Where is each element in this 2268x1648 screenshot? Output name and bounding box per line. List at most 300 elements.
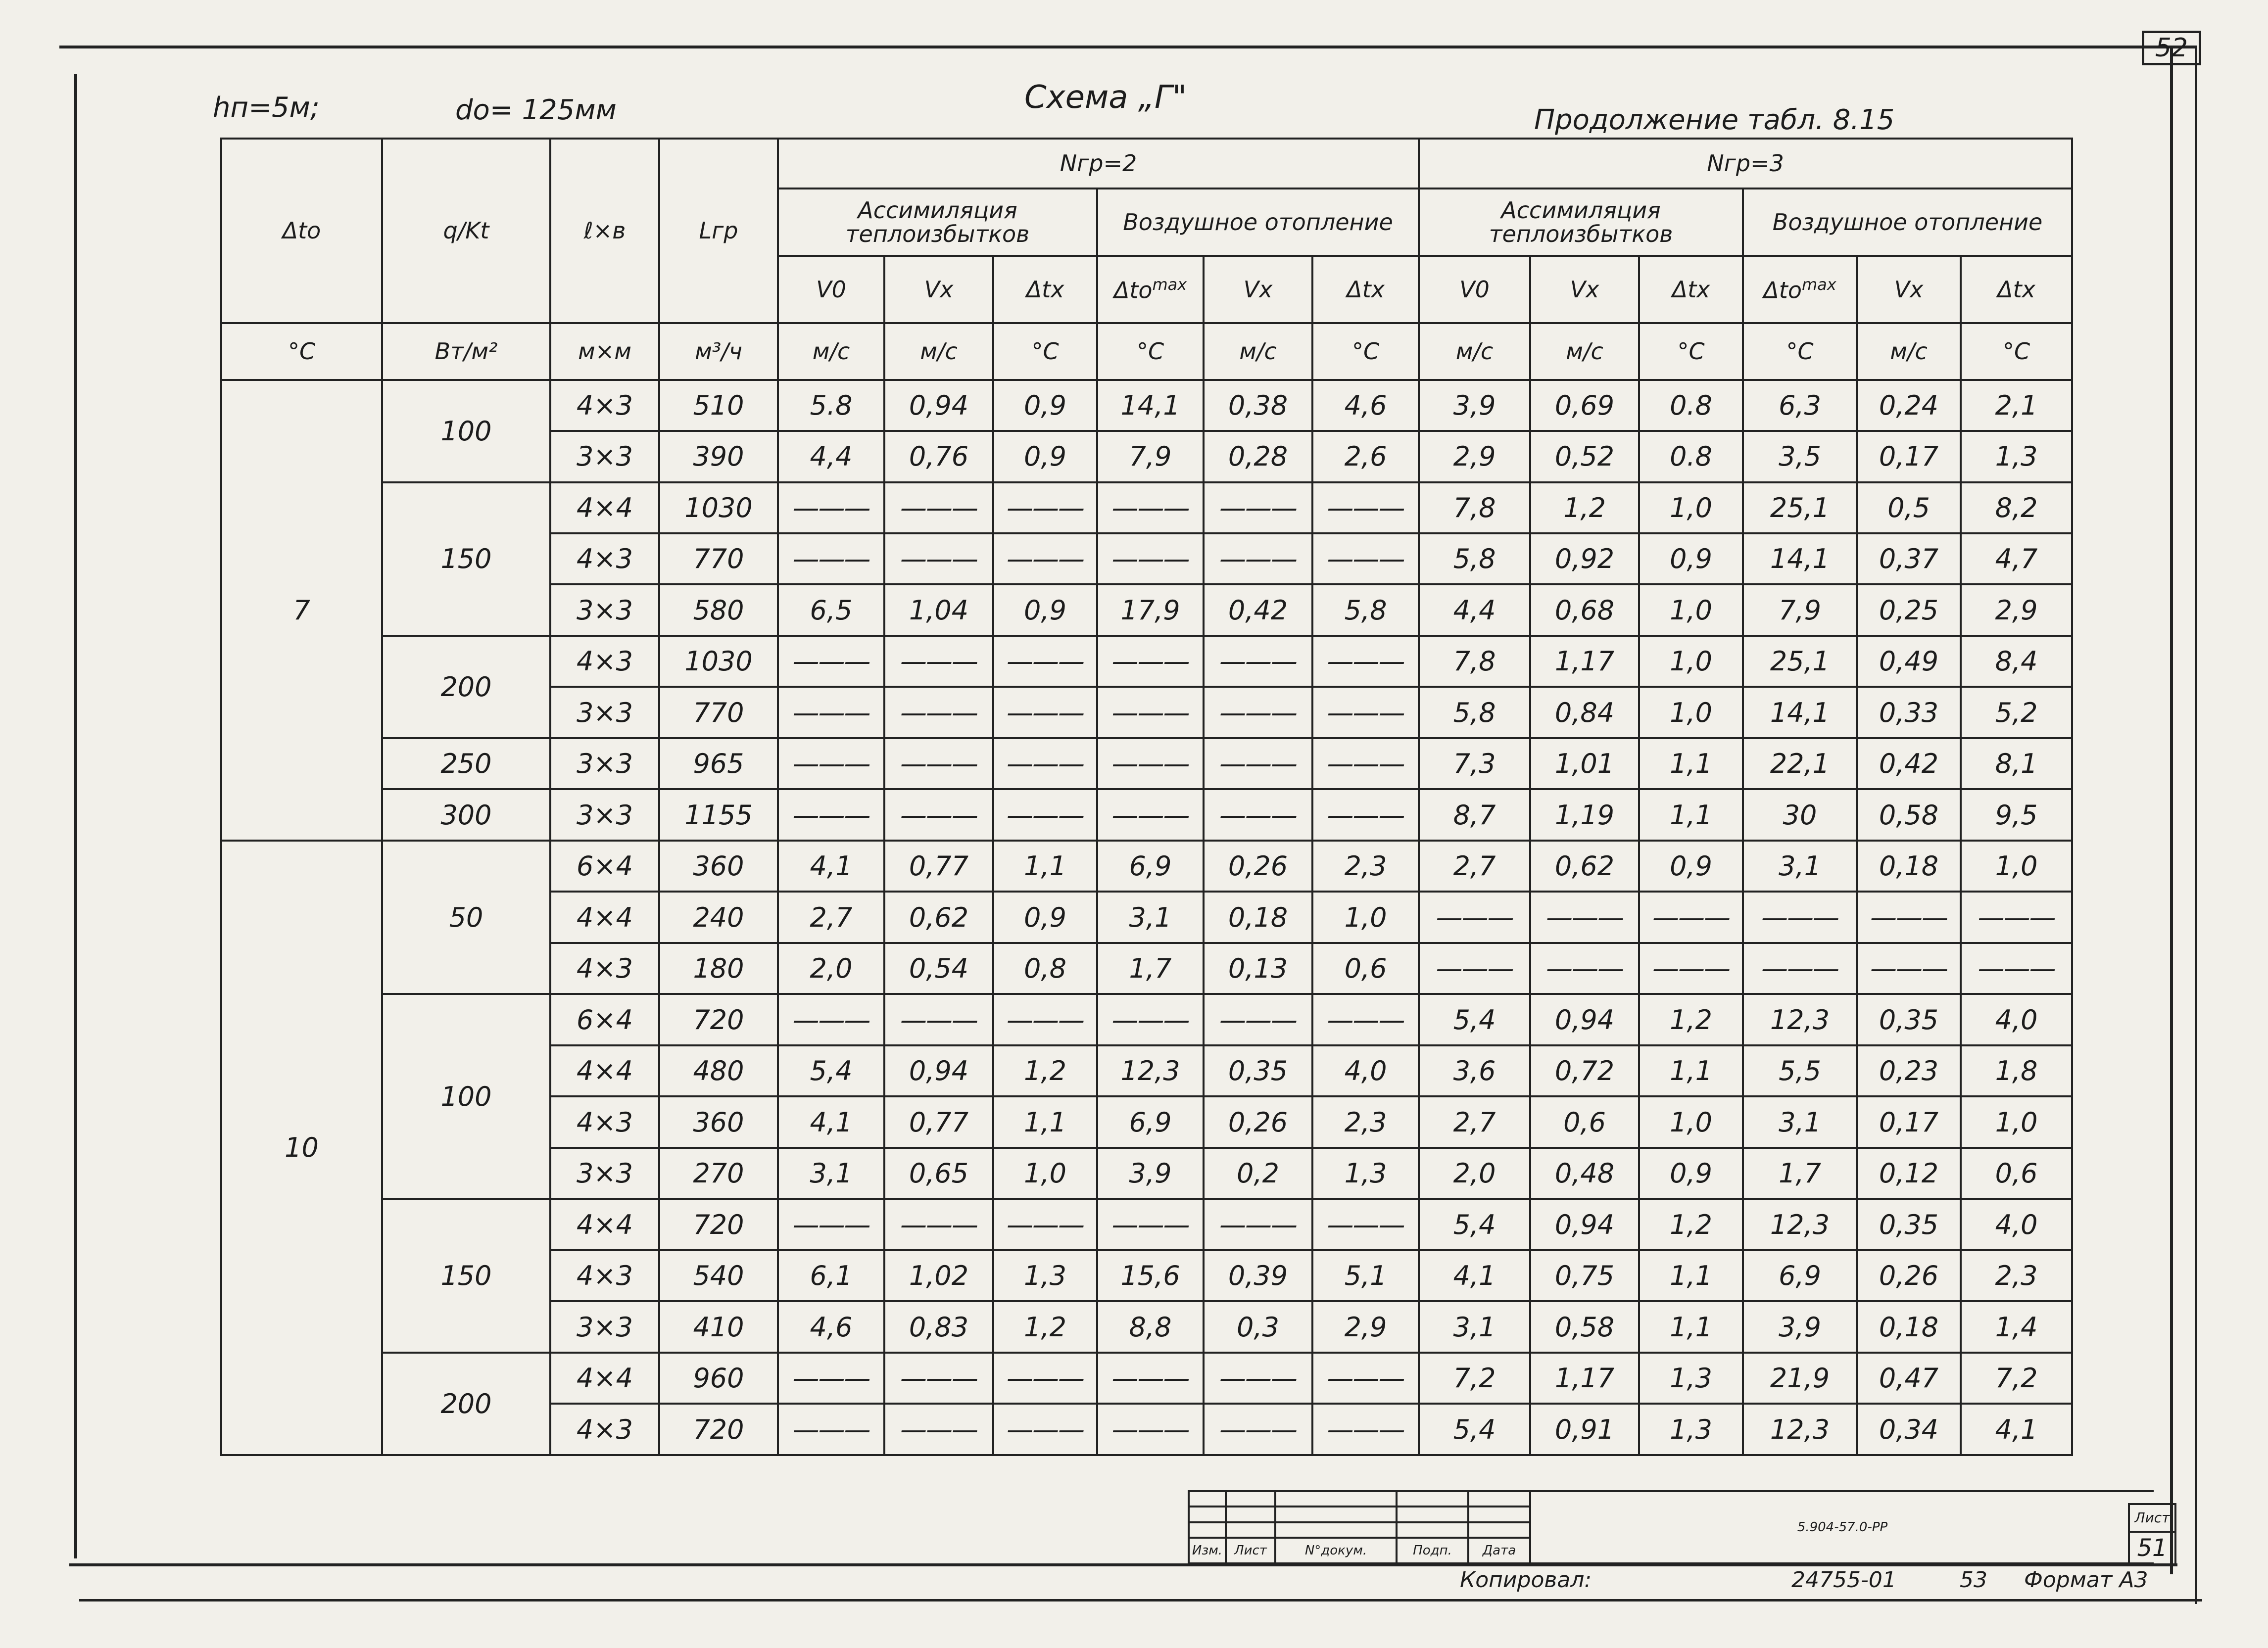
value-cell: ——— (778, 533, 884, 584)
value-cell: 1,2 (993, 1045, 1097, 1096)
value-cell: 2,9 (1961, 584, 2072, 635)
table-row (221, 841, 2072, 892)
value-cell: 2,0 (778, 943, 884, 994)
table-row (221, 1199, 2072, 1250)
value-cell: 4,0 (1312, 1045, 1419, 1096)
value-cell: ——— (1743, 943, 1857, 994)
unit-cell: °С (1743, 323, 1857, 380)
value-cell: ——— (993, 1199, 1097, 1250)
value-cell: ——— (1097, 636, 1204, 687)
value-cell: 3×3 (550, 687, 659, 738)
value-cell: ——— (1312, 636, 1419, 687)
value-cell: 0,9 (1639, 1148, 1743, 1199)
value-cell: 1,04 (884, 584, 993, 635)
value-cell: 30 (1743, 789, 1857, 840)
stamp-label: Лист (1226, 1538, 1275, 1563)
q-cell: 250 (382, 738, 550, 789)
value-cell: 5,4 (1419, 994, 1530, 1045)
value-cell: 720 (659, 1404, 778, 1455)
value-cell: 0,9 (993, 431, 1097, 482)
value-cell: ——— (993, 738, 1097, 789)
title-block (1188, 1490, 2153, 1564)
unit-cell: м/с (1530, 323, 1639, 380)
value-cell: 1,3 (993, 1250, 1097, 1301)
value-cell: 21,9 (1743, 1353, 1857, 1404)
subheader-n3-dtx: Δtx (1961, 256, 2072, 323)
value-cell: ——— (884, 482, 993, 533)
dto-label: Δto (1763, 277, 1802, 304)
value-cell: 2,9 (1312, 1301, 1419, 1352)
value-cell: 14,1 (1743, 533, 1857, 584)
value-cell: 1,0 (1961, 841, 2072, 892)
value-cell: 0,91 (1530, 1404, 1639, 1455)
value-cell: 0,35 (1204, 1045, 1312, 1096)
col-q: q/Kt (382, 139, 550, 323)
value-cell: 6,5 (778, 584, 884, 635)
value-cell: ——— (993, 687, 1097, 738)
value-cell: ——— (1530, 892, 1639, 942)
q-cell: 150 (382, 482, 550, 636)
value-cell: 0,62 (884, 892, 993, 942)
value-cell: 1,0 (1639, 482, 1743, 533)
value-cell: 0,94 (884, 380, 993, 431)
value-cell: ——— (993, 994, 1097, 1045)
subheader-n2-vx: Vx (1204, 256, 1312, 323)
value-cell: 0,2 (1204, 1148, 1312, 1199)
value-cell: 4,6 (778, 1301, 884, 1352)
value-cell: 3×3 (550, 1301, 659, 1352)
value-cell: 1,0 (1312, 892, 1419, 942)
value-cell: 3,6 (1419, 1045, 1530, 1096)
table-row (221, 1353, 2072, 1404)
value-cell: 2,7 (778, 892, 884, 942)
value-cell: 3×3 (550, 584, 659, 635)
value-cell: 0,26 (1204, 1096, 1312, 1147)
order-number: 24755-01 (1791, 1567, 1896, 1593)
value-cell: 0,9 (1639, 533, 1743, 584)
value-cell: 4,1 (1419, 1250, 1530, 1301)
value-cell: ——— (778, 482, 884, 533)
value-cell: 0,42 (1204, 584, 1312, 635)
col-n3-air: Воздушное отопление (1743, 188, 2072, 256)
value-cell: 1,3 (1312, 1148, 1419, 1199)
value-cell: 0,6 (1312, 943, 1419, 994)
value-cell: 3,9 (1419, 380, 1530, 431)
value-cell: 7,9 (1097, 431, 1204, 482)
value-cell: 0,69 (1530, 380, 1639, 431)
value-cell: ——— (884, 533, 993, 584)
continuation-label: Продолжение табл. 8.15 (1534, 104, 1895, 136)
value-cell: 1,3 (1961, 431, 2072, 482)
value-cell: 0,54 (884, 943, 993, 994)
value-cell: 12,3 (1743, 1199, 1857, 1250)
q-cell: 100 (382, 994, 550, 1199)
value-cell: 3×3 (550, 738, 659, 789)
value-cell: ——— (884, 994, 993, 1045)
value-cell: 770 (659, 533, 778, 584)
value-cell: 1,0 (1961, 1096, 2072, 1147)
value-cell: 540 (659, 1250, 778, 1301)
value-cell: 5,4 (1419, 1404, 1530, 1455)
page-number: 52 (2142, 31, 2201, 65)
value-cell: ——— (1097, 789, 1204, 840)
value-cell: 0,24 (1857, 380, 1961, 431)
value-cell: 4,0 (1961, 1199, 2072, 1250)
value-cell: 0,37 (1857, 533, 1961, 584)
value-cell: ——— (778, 687, 884, 738)
value-cell: ——— (1204, 738, 1312, 789)
value-cell: 1030 (659, 636, 778, 687)
value-cell: 1,19 (1530, 789, 1639, 840)
col-dto: Δtо (221, 139, 382, 323)
value-cell: 8,4 (1961, 636, 2072, 687)
value-cell: ——— (1312, 789, 1419, 840)
value-cell: 0,17 (1857, 431, 1961, 482)
value-cell: 7,3 (1419, 738, 1530, 789)
value-cell: 1,7 (1743, 1148, 1857, 1199)
value-cell: 8,2 (1961, 482, 2072, 533)
value-cell: ——— (1312, 1199, 1419, 1250)
q-cell: 200 (382, 1353, 550, 1455)
value-cell: 1,02 (884, 1250, 993, 1301)
value-cell: 360 (659, 1096, 778, 1147)
value-cell: 1,1 (1639, 1045, 1743, 1096)
value-cell: ——— (778, 738, 884, 789)
value-cell: 7,8 (1419, 482, 1530, 533)
value-cell: 720 (659, 994, 778, 1045)
value-cell: 4,4 (1419, 584, 1530, 635)
value-cell: 0,28 (1204, 431, 1312, 482)
value-cell: 0,23 (1857, 1045, 1961, 1096)
do-label: dо= 125мм (455, 94, 617, 126)
unit-cell: Вт/м² (382, 323, 550, 380)
frame-bottom-outer-line (79, 1599, 2202, 1601)
value-cell: 0,42 (1857, 738, 1961, 789)
hn-label: hп=5м; (213, 92, 320, 124)
scheme-title: Схема „Г" (1024, 79, 1187, 116)
value-cell: 3,9 (1743, 1301, 1857, 1352)
value-cell: 4×4 (550, 1045, 659, 1096)
value-cell: ——— (778, 1199, 884, 1250)
value-cell: 8,8 (1097, 1301, 1204, 1352)
value-cell: 0,72 (1530, 1045, 1639, 1096)
value-cell: 0,35 (1857, 994, 1961, 1045)
value-cell: 5,8 (1419, 687, 1530, 738)
value-cell: 0,47 (1857, 1353, 1961, 1404)
value-cell: 1,0 (1639, 636, 1743, 687)
value-cell: 5,4 (1419, 1199, 1530, 1250)
value-cell: 3×3 (550, 1148, 659, 1199)
value-cell: 0,17 (1857, 1096, 1961, 1147)
value-cell: ——— (884, 789, 993, 840)
value-cell: 4×3 (550, 1404, 659, 1455)
value-cell: 0,9 (1639, 841, 1743, 892)
value-cell: ——— (884, 1404, 993, 1455)
value-cell: 4×3 (550, 380, 659, 431)
dto-cell: 10 (221, 841, 382, 1455)
value-cell: 1,4 (1961, 1301, 2072, 1352)
value-cell: ——— (778, 1353, 884, 1404)
value-cell: 4×4 (550, 1199, 659, 1250)
value-cell: 0,84 (1530, 687, 1639, 738)
value-cell: 180 (659, 943, 778, 994)
col-n2-assim: Ассимиляция теплоизбытков (778, 188, 1097, 256)
value-cell: 0,49 (1857, 636, 1961, 687)
subheader-n2-v0: V0 (778, 256, 884, 323)
max-label: max (1802, 275, 1836, 294)
value-cell: 0,33 (1857, 687, 1961, 738)
value-cell: 9,5 (1961, 789, 2072, 840)
q-cell: 150 (382, 1199, 550, 1352)
value-cell: 720 (659, 1199, 778, 1250)
unit-cell: м/с (778, 323, 884, 380)
subheader-n2-dtx: Δtx (1312, 256, 1419, 323)
value-cell: 0,18 (1857, 841, 1961, 892)
value-cell: 12,3 (1743, 994, 1857, 1045)
value-cell: 0,9 (993, 584, 1097, 635)
value-cell: 0,26 (1204, 841, 1312, 892)
value-cell: 0,34 (1857, 1404, 1961, 1455)
value-cell: 580 (659, 584, 778, 635)
value-cell: ——— (1097, 1353, 1204, 1404)
value-cell: ——— (1204, 1353, 1312, 1404)
value-cell: 0,5 (1857, 482, 1961, 533)
value-cell: 1,2 (1639, 1199, 1743, 1250)
value-cell: 0.8 (1639, 431, 1743, 482)
value-cell: 0,92 (1530, 533, 1639, 584)
value-cell: ——— (778, 789, 884, 840)
value-cell: 5.8 (778, 380, 884, 431)
sheet-number: 51 (2137, 1534, 2168, 1562)
unit-cell: °С (221, 323, 382, 380)
value-cell: ——— (993, 1404, 1097, 1455)
value-cell: 1,7 (1097, 943, 1204, 994)
value-cell: ——— (993, 789, 1097, 840)
value-cell: 3,1 (1743, 1096, 1857, 1147)
value-cell: ——— (778, 1404, 884, 1455)
value-cell: 12,3 (1743, 1404, 1857, 1455)
value-cell: ——— (993, 636, 1097, 687)
value-cell: ——— (1097, 687, 1204, 738)
value-cell: 510 (659, 380, 778, 431)
dto-label: Δto (1113, 277, 1153, 304)
value-cell: 0,39 (1204, 1250, 1312, 1301)
value-cell: 6×4 (550, 994, 659, 1045)
value-cell: ——— (1097, 1404, 1204, 1455)
value-cell: 7,8 (1419, 636, 1530, 687)
value-cell: 1,2 (1639, 994, 1743, 1045)
unit-cell: °С (993, 323, 1097, 380)
value-cell: ——— (1312, 994, 1419, 1045)
value-cell: ——— (1097, 533, 1204, 584)
value-cell: 0,3 (1204, 1301, 1312, 1352)
value-cell: 1,3 (1639, 1404, 1743, 1455)
value-cell: 0,6 (1961, 1148, 2072, 1199)
value-cell: 1,0 (1639, 687, 1743, 738)
value-cell: 0,26 (1857, 1250, 1961, 1301)
value-cell: 1,3 (1639, 1353, 1743, 1404)
value-cell: 1,1 (1639, 738, 1743, 789)
value-cell: 8,7 (1419, 789, 1530, 840)
value-cell: 5,8 (1419, 533, 1530, 584)
col-n2-air: Воздушное отопление (1097, 188, 1419, 256)
sheet-box (2128, 1503, 2176, 1566)
table-row (221, 482, 2072, 533)
value-cell: ——— (1204, 687, 1312, 738)
value-cell: 1030 (659, 482, 778, 533)
unit-cell: м/с (1857, 323, 1961, 380)
value-cell: 25,1 (1743, 636, 1857, 687)
unit-cell: °С (1961, 323, 2072, 380)
value-cell: ——— (1204, 636, 1312, 687)
value-cell: ——— (993, 1353, 1097, 1404)
value-cell: ——— (1097, 994, 1204, 1045)
value-cell: 0,9 (993, 380, 1097, 431)
col-lgr: Lгр (659, 139, 778, 323)
value-cell: 2,0 (1419, 1148, 1530, 1199)
value-cell: 0,77 (884, 841, 993, 892)
value-cell: 6,9 (1743, 1250, 1857, 1301)
unit-cell: м/с (1419, 323, 1530, 380)
value-cell: 3×3 (550, 431, 659, 482)
value-cell: ——— (1312, 482, 1419, 533)
value-cell: 1,2 (1530, 482, 1639, 533)
value-cell: ——— (1097, 1199, 1204, 1250)
value-cell: ——— (1961, 892, 2072, 942)
value-cell: 4,7 (1961, 533, 2072, 584)
value-cell: ——— (778, 636, 884, 687)
value-cell: 0,25 (1857, 584, 1961, 635)
value-cell: 12,3 (1097, 1045, 1204, 1096)
value-cell: 1,1 (1639, 1301, 1743, 1352)
value-cell: 0,13 (1204, 943, 1312, 994)
value-cell: 0,38 (1204, 380, 1312, 431)
value-cell: ——— (1743, 892, 1857, 942)
value-cell: 2,7 (1419, 841, 1530, 892)
col-n2: Nгр=2 (778, 139, 1419, 188)
value-cell: ——— (1204, 533, 1312, 584)
value-cell: 4×3 (550, 636, 659, 687)
value-cell: ——— (1857, 892, 1961, 942)
value-cell: 0,94 (884, 1045, 993, 1096)
unit-cell: м/с (1204, 323, 1312, 380)
value-cell: ——— (1857, 943, 1961, 994)
value-cell: ——— (1097, 482, 1204, 533)
value-cell: 8,1 (1961, 738, 2072, 789)
frame-top-line (59, 46, 2197, 48)
value-cell: 3×3 (550, 789, 659, 840)
q-cell: 50 (382, 841, 550, 994)
format-label: Формат А3 (2024, 1567, 2148, 1593)
value-cell: 0,58 (1530, 1301, 1639, 1352)
value-cell: 0,58 (1857, 789, 1961, 840)
value-cell: 4,4 (778, 431, 884, 482)
value-cell: 5,8 (1312, 584, 1419, 635)
q-cell: 300 (382, 789, 550, 840)
value-cell: 4×3 (550, 1250, 659, 1301)
q-cell: 100 (382, 380, 550, 482)
value-cell: 1,01 (1530, 738, 1639, 789)
value-cell: ——— (1204, 1199, 1312, 1250)
value-cell: 4×4 (550, 1353, 659, 1404)
value-cell: ——— (1204, 789, 1312, 840)
value-cell: 2,7 (1419, 1096, 1530, 1147)
unit-cell: °С (1312, 323, 1419, 380)
subheader-n2-vx: Vx (884, 256, 993, 323)
value-cell: 0,6 (1530, 1096, 1639, 1147)
value-cell: 480 (659, 1045, 778, 1096)
value-cell: 6,9 (1097, 841, 1204, 892)
col-n3-assim: Ассимиляция теплоизбытков (1419, 188, 1743, 256)
value-cell: ——— (1204, 994, 1312, 1045)
value-cell: 1,0 (1639, 1096, 1743, 1147)
value-cell: 240 (659, 892, 778, 942)
value-cell: 0,65 (884, 1148, 993, 1199)
value-cell: 4×4 (550, 482, 659, 533)
value-cell: ——— (1312, 1404, 1419, 1455)
value-cell: 1,1 (1639, 1250, 1743, 1301)
value-cell: 0,52 (1530, 431, 1639, 482)
value-cell: 0,12 (1857, 1148, 1961, 1199)
value-cell: 0,75 (1530, 1250, 1639, 1301)
value-cell: 6,9 (1097, 1096, 1204, 1147)
value-cell: 0,83 (884, 1301, 993, 1352)
subheader-n3-vx: Vx (1857, 256, 1961, 323)
value-cell: 7,2 (1419, 1353, 1530, 1404)
value-cell: ——— (884, 1199, 993, 1250)
value-cell: 4,1 (1961, 1404, 2072, 1455)
value-cell: ——— (1419, 943, 1530, 994)
value-cell: 14,1 (1097, 380, 1204, 431)
value-cell: 410 (659, 1301, 778, 1352)
value-cell: 965 (659, 738, 778, 789)
value-cell: ——— (993, 533, 1097, 584)
value-cell: 4,0 (1961, 994, 2072, 1045)
value-cell: 1,17 (1530, 1353, 1639, 1404)
value-cell: ——— (1530, 943, 1639, 994)
value-cell: 5,1 (1312, 1250, 1419, 1301)
value-cell: 1,1 (993, 1096, 1097, 1147)
value-cell: 7,2 (1961, 1353, 2072, 1404)
table-row (221, 789, 2072, 840)
value-cell: 0,35 (1857, 1199, 1961, 1250)
subheader-n3-dtx: Δtx (1639, 256, 1743, 323)
value-cell: 14,1 (1743, 687, 1857, 738)
stamp-label: Подп. (1397, 1538, 1468, 1563)
value-cell: 0,94 (1530, 1199, 1639, 1250)
copied-label: Копировал: (1460, 1567, 1592, 1593)
value-cell: ——— (1312, 1353, 1419, 1404)
col-n3: Nгр=3 (1419, 139, 2072, 188)
value-cell: ——— (884, 738, 993, 789)
frame-right-line (2170, 46, 2173, 1574)
unit-cell: °С (1097, 323, 1204, 380)
value-cell: 1,0 (993, 1148, 1097, 1199)
value-cell: 3,5 (1743, 431, 1857, 482)
value-cell: 3,9 (1097, 1148, 1204, 1199)
value-cell: 7,9 (1743, 584, 1857, 635)
value-cell: 0.8 (1639, 380, 1743, 431)
value-cell: ——— (884, 1353, 993, 1404)
value-cell: 1155 (659, 789, 778, 840)
value-cell: 2,6 (1312, 431, 1419, 482)
stamp-label: N°докум. (1275, 1538, 1397, 1563)
value-cell: 15,6 (1097, 1250, 1204, 1301)
value-cell: ——— (993, 482, 1097, 533)
value-cell: ——— (778, 994, 884, 1045)
subheader-n3-dtomax (1743, 256, 1857, 323)
col-lxb: ℓ×в (550, 139, 659, 323)
